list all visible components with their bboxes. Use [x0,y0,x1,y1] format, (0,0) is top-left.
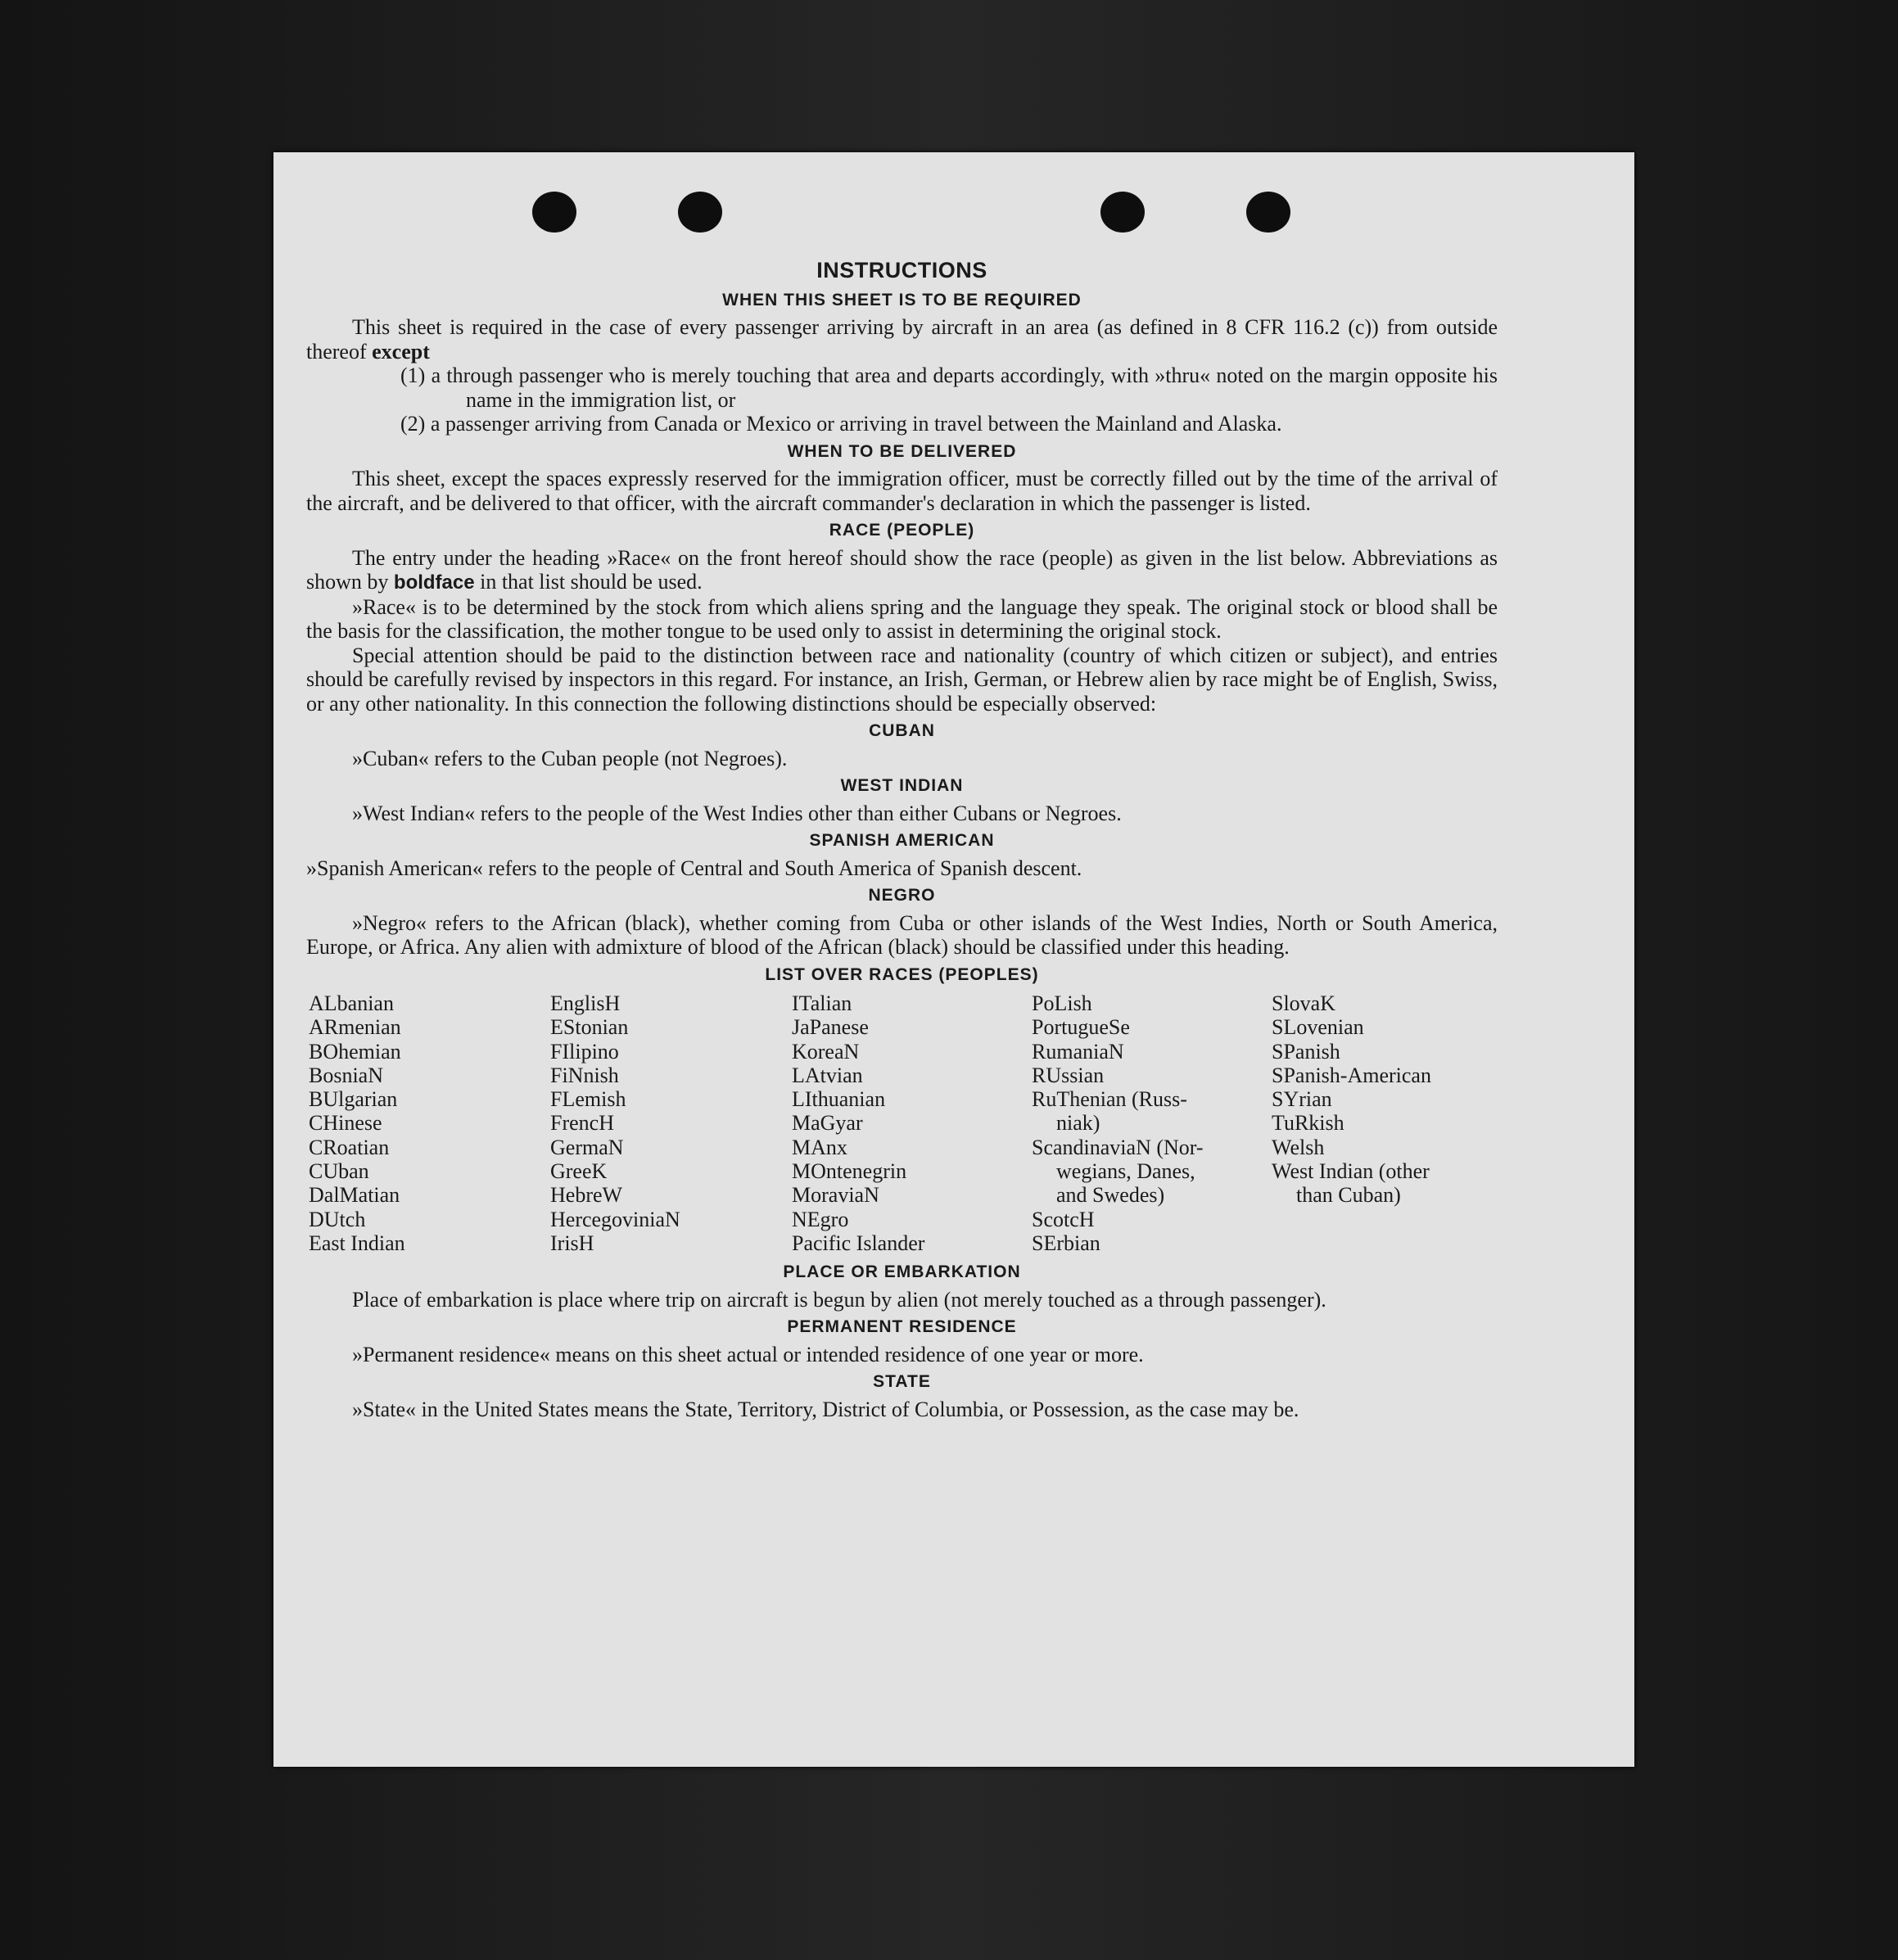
race-paragraph-1: The entry under the heading »Race« on the front hereof should show the race (people) as given in the list below. Abbreviations as shown by boldface in that list should be used. [306,545,1498,594]
race-entry: PoLish [1032,991,1092,1015]
section-heading-spanish-american: SPANISH AMERICAN [809,831,995,850]
spanish-american-text: »Spanish American« refers to the people of Central and South America of Spanish descent. [306,856,1082,880]
race-entry: FiNnish [550,1063,619,1087]
section-heading-required: WHEN THIS SHEET IS TO BE REQUIRED [722,290,1082,309]
race-entry: SErbian [1032,1231,1100,1255]
required-item-1: (1) a through passenger who is merely touching that area and departs accordingly, with »thru« noted on the margin opposite his name in the immigration list, or [400,364,1498,412]
document-page [273,152,1634,1767]
race-list-column-2 [550,991,792,1255]
race-entry: MAnx [792,1135,847,1159]
section-heading-west-indian: WEST INDIAN [840,776,964,795]
race-entry: FLemish [550,1087,626,1112]
race-entry: CUban [309,1159,369,1184]
race-entry: DUtch [309,1207,366,1231]
race-entry: SlovaK [1272,991,1335,1015]
race-entry: ARmenian [309,1015,401,1040]
race-paragraph-2: »Race« is to be determined by the stock from which aliens spring and the language they speak. The original stock or blood shall be the basis for the classification, the mother tongue to be used only to assist in determining the original stock. [306,594,1498,643]
section-heading-residence: PERMANENT RESIDENCE [787,1317,1017,1337]
race-entry: Welsh [1272,1135,1325,1159]
race-entry: IrisH [550,1231,594,1255]
race-list-column-4 [1032,991,1272,1255]
race-entry: ALbanian [309,991,394,1015]
race-entry: ScandinaviaN (Nor- [1032,1135,1204,1159]
race-entry: LIthuanian [792,1087,886,1112]
race-list-column-1 [309,991,550,1255]
race-entry: ScotcH [1032,1207,1095,1231]
race-entry: FrencH [550,1111,614,1136]
section-heading-state: STATE [873,1372,931,1392]
race-entry: KoreaN [792,1039,860,1064]
race-entry: East Indian [309,1231,405,1255]
race-entry: SYrian [1272,1087,1332,1112]
race-entry: SLovenian [1272,1015,1364,1040]
punch-hole [1246,192,1290,233]
race-entry: SPanish [1272,1039,1340,1064]
race-entry: EnglisH [550,991,621,1015]
race-entry: CRoatian [309,1135,390,1159]
state-text: »State« in the United States means the State, Territory, District of Columbia, or Possession, as the case may be. [352,1397,1299,1421]
race-entry: NEgro [792,1207,849,1231]
race-entry: CHinese [309,1111,382,1136]
punch-hole [678,192,722,233]
race-paragraph-3: Special attention should be paid to the distinction between race and nationality (country of which citizen or subject), and entries should be carefully revised by inspectors in this regard. For instance, an Irish, German, or Hebrew alien by race might be of English, Swiss, or any other nationality. In this connection the following distinctions should be especially observed: [306,643,1498,716]
page-title: INSTRUCTIONS [816,258,987,282]
race-entry: Pacific Islander [792,1231,925,1255]
punch-hole [1100,192,1145,233]
required-intro: This sheet is required in the case of every passenger arriving by aircraft in an area (as defined in 8 CFR 116.2 (c)) from outside thereof except [306,315,1498,364]
race-entry: MoraviaN [792,1183,879,1208]
except-bold: except [372,339,430,364]
race-list [309,991,1498,1255]
section-heading-race-list: LIST OVER RACES (PEOPLES) [765,964,1039,984]
race-list-column-5 [1272,991,1500,1255]
race-entry: JaPanese [792,1015,869,1040]
embarkation-text: Place of embarkation is place where trip on aircraft is begun by alien (not merely touched as a through passenger). [352,1287,1326,1312]
race-entry: niak) [1056,1111,1100,1136]
race-entry: HebreW [550,1183,623,1208]
race-entry: BosniaN [309,1063,383,1087]
negro-text: »Negro« refers to the African (black), whether coming from Cuba or other islands of the West Indies, North or South America, Europe, or Africa. Any alien with admixture of blood of the African (black) should be classified under this heading. [306,910,1498,959]
race-list-column-3 [792,991,1032,1255]
race-entry: GreeK [550,1159,608,1184]
race-entry: RuThenian (Russ- [1032,1087,1187,1112]
race-entry: GermaN [550,1135,624,1159]
race-entry: DalMatian [309,1183,400,1208]
race-entry: BUlgarian [309,1087,398,1112]
delivered-text: This sheet, except the spaces expressly reserved for the immigration officer, must be correctly filled out by the time of the arrival of the aircraft, and be delivered to that officer, with the aircraft commander's declaration in which the passenger is listed. [306,467,1498,515]
boldface-word: boldface [393,571,475,594]
race-entry: MOntenegrin [792,1159,907,1184]
section-heading-embarkation: PLACE OR EMBARKATION [783,1262,1021,1282]
race-entry: FIlipino [550,1039,619,1064]
cuban-text: »Cuban« refers to the Cuban people (not Negroes). [352,746,788,770]
punch-hole [532,192,576,233]
race-entry: than Cuban) [1296,1183,1401,1208]
race-entry: SPanish-American [1272,1063,1431,1087]
race-entry: EStonian [550,1015,629,1040]
race-entry: West Indian (other [1272,1159,1430,1184]
race-entry: and Swedes) [1056,1183,1165,1208]
race-entry: BOhemian [309,1039,401,1064]
race-entry: RumaniaN [1032,1039,1124,1064]
instructions-content [306,259,1498,1421]
section-heading-cuban: CUBAN [869,721,935,740]
required-item-2: (2) a passenger arriving from Canada or Mexico or arriving in travel between the Mainland and Alaska. [400,412,1282,436]
section-heading-delivered: WHEN TO BE DELIVERED [787,441,1017,461]
race-entry: ITalian [792,991,852,1015]
race-entry: wegians, Danes, [1056,1159,1195,1184]
west-indian-text: »West Indian« refers to the people of the West Indies other than either Cubans or Negroes. [352,801,1122,825]
residence-text: »Permanent residence« means on this sheet actual or intended residence of one year or more. [352,1342,1144,1366]
race-entry: TuRkish [1272,1111,1344,1136]
race-entry: LAtvian [792,1063,863,1087]
race-entry: HercegoviniaN [550,1207,680,1231]
section-heading-race: RACE (PEOPLE) [829,521,975,540]
race-entry: MaGyar [792,1111,863,1136]
race-entry: RUssian [1032,1063,1105,1087]
section-heading-negro: NEGRO [868,886,936,905]
race-entry: PortugueSe [1032,1015,1130,1040]
